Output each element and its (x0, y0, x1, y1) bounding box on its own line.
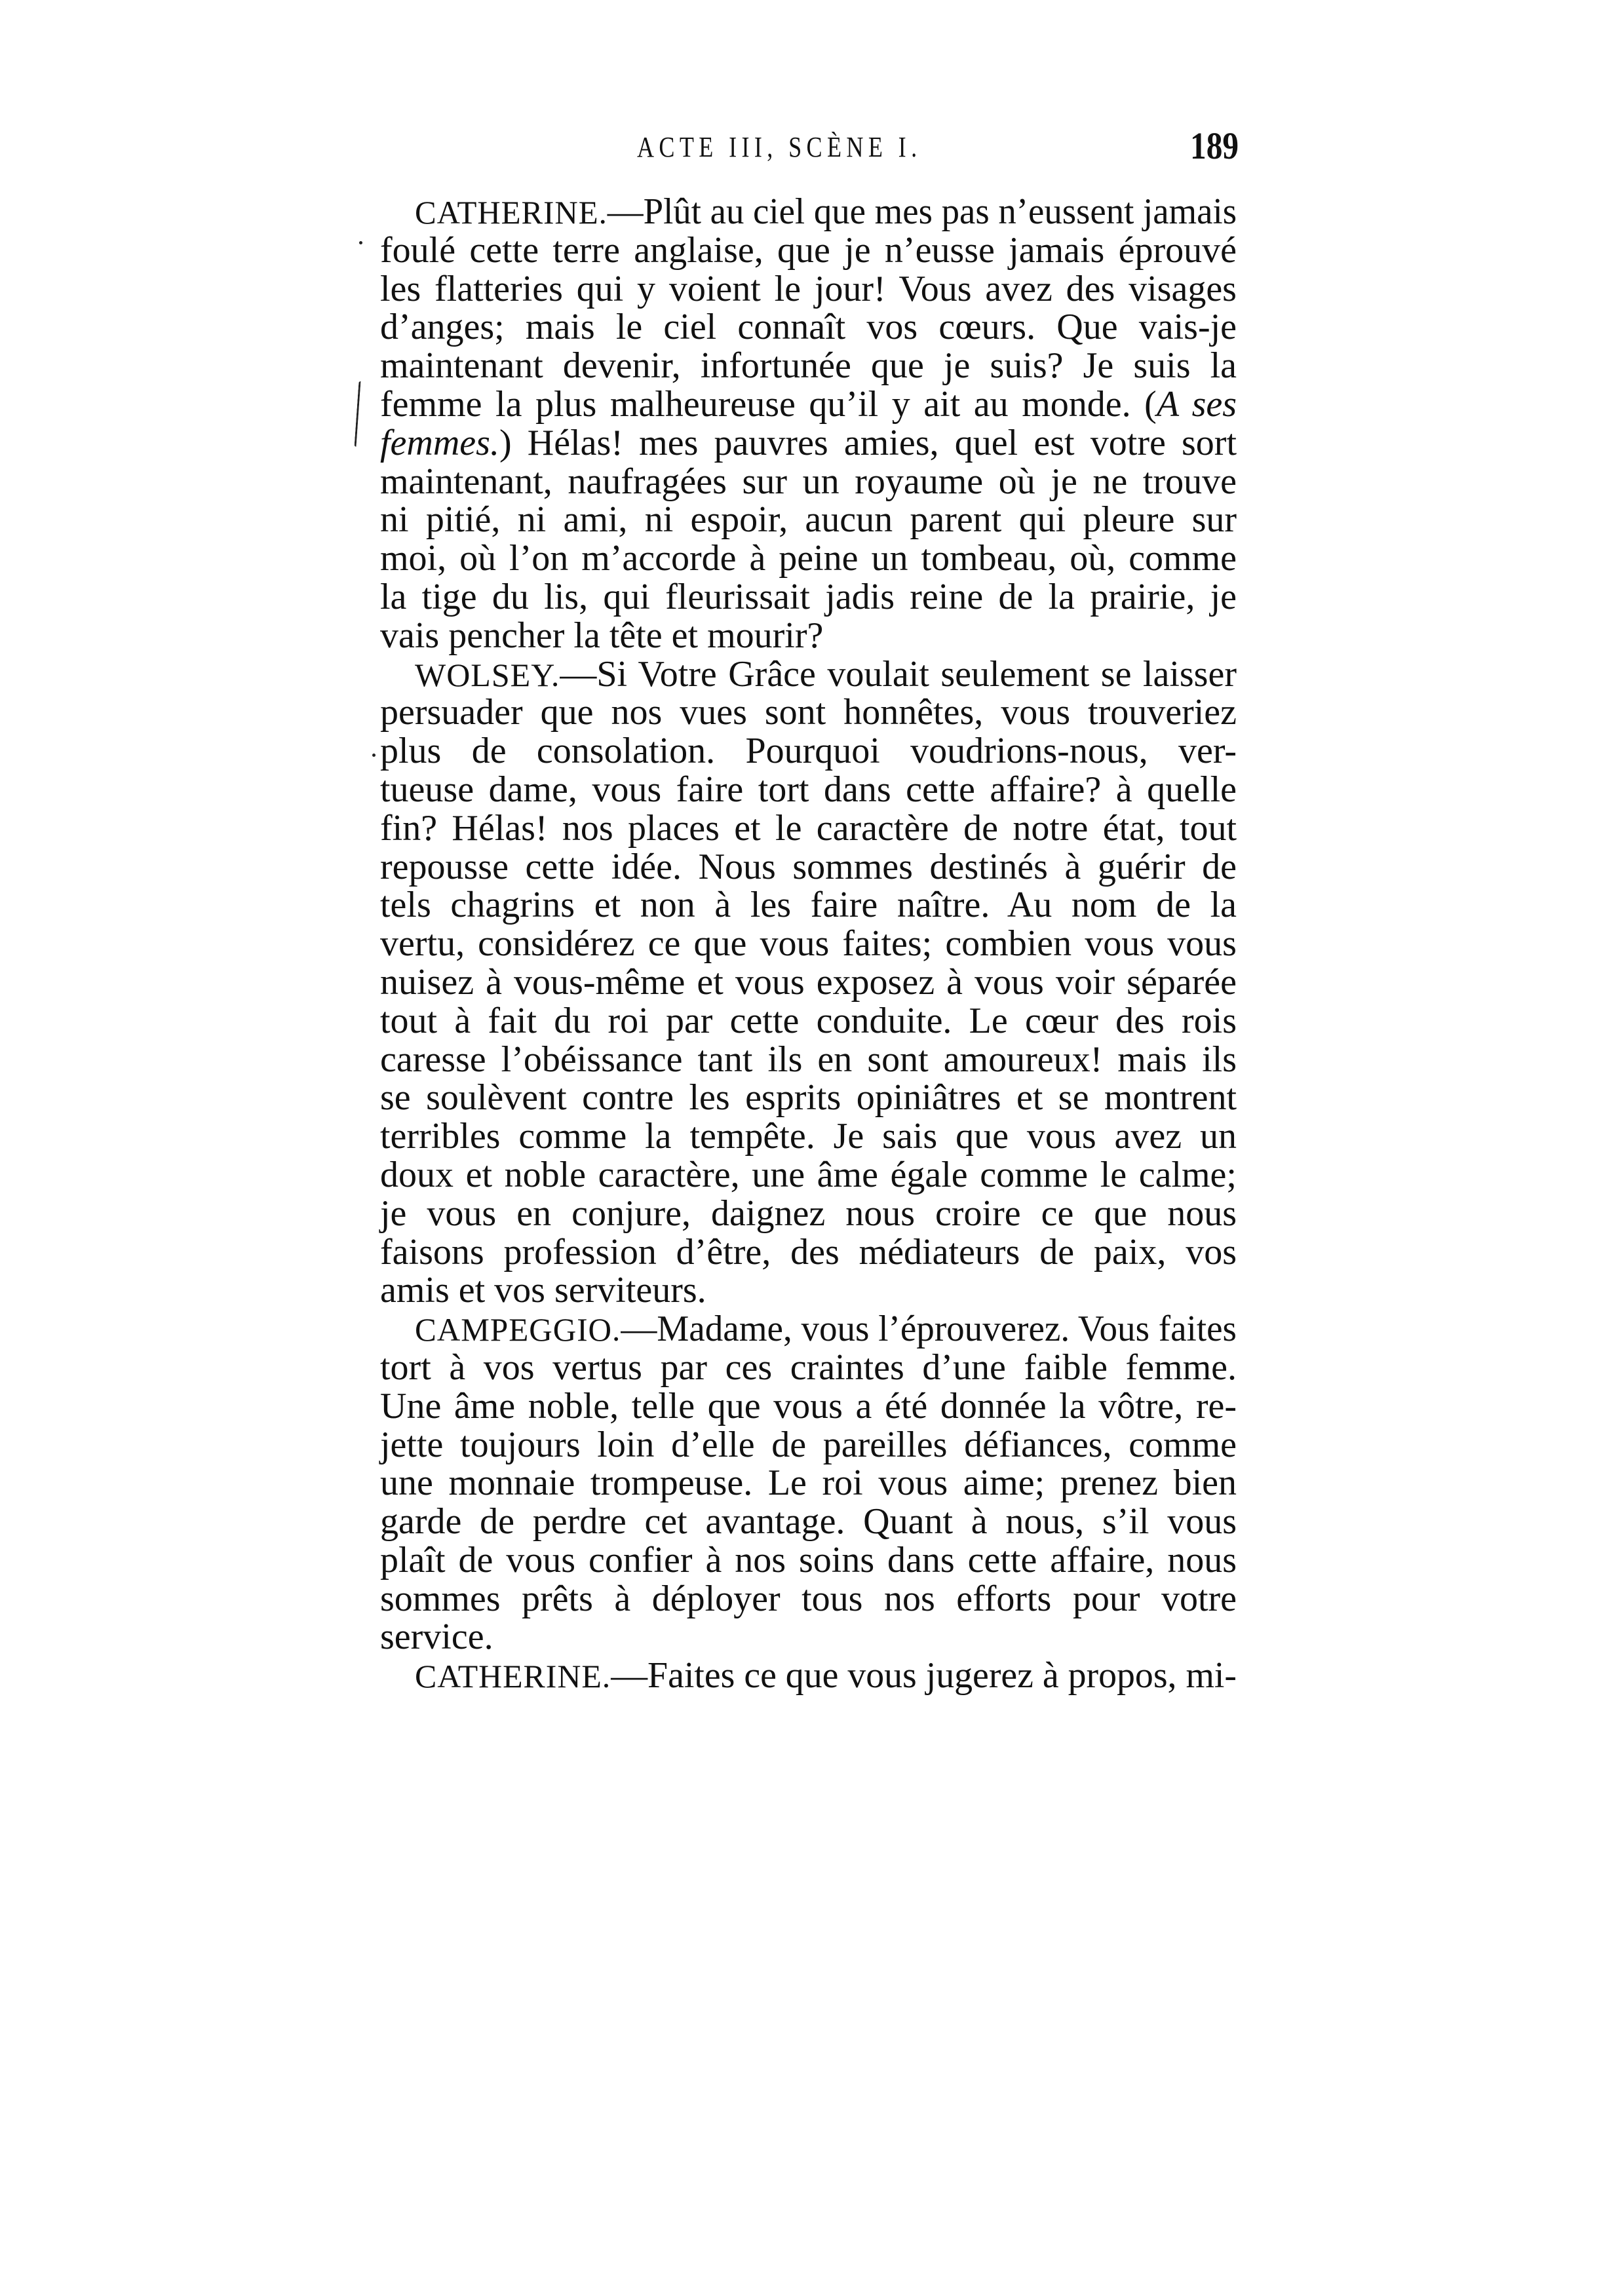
page-number: 189 (1190, 124, 1239, 167)
text-line: maintenant, naufragées sur un royaume où je ne trouve (380, 461, 1237, 502)
text-line: plus de consolation. Pourquoi voudrions-nous, ver- (380, 731, 1237, 772)
speech-catherine-2 (380, 1656, 1237, 1695)
text-line: nuisez à vous-même et vous exposez à vous voir séparée (380, 961, 1237, 1003)
text-line: plaît de vous confier à nos soins dans cette affaire, nous (380, 1539, 1237, 1580)
speaker-name: CATHERINE. (415, 194, 608, 231)
text-line: repousse cette idée. Nous sommes destinés à guérir de (380, 846, 1237, 887)
speech-campeggio (380, 1310, 1237, 1656)
text-line: sommes prêts à déployer tous nos efforts pour votre (380, 1578, 1237, 1619)
text-line: faisons profession d’être, des médiateurs de paix, vos (380, 1231, 1237, 1272)
stray-ink-mark (372, 754, 376, 757)
text-line: femme la plus malheureuse qu’il y ait au monde. (A ses (380, 383, 1237, 425)
body-text (380, 193, 1237, 1695)
text-line: ni pitié, ni ami, ni espoir, aucun parent qui pleure sur (380, 499, 1237, 541)
speech-wolsey (380, 655, 1237, 1311)
text-line: les flatteries qui y voient le jour! Vous avez des visages (380, 268, 1237, 309)
text-line: caresse l’obéissance tant ils en sont amoureux! mais ils (380, 1039, 1237, 1080)
text-line: tort à vos vertus par ces craintes d’une faible femme. (380, 1347, 1237, 1388)
text-line: fin? Hélas! nos places et le caractère de notre état, tout (380, 807, 1237, 849)
text-line: tueuse dame, vous faire tort dans cette affaire? à quelle (380, 769, 1237, 810)
text-line: la tige du lis, qui fleurissait jadis reine de la prairie, je (380, 576, 1237, 617)
text-line: je vous en conjure, daignez nous croire ce que nous (380, 1193, 1237, 1234)
text-line: Une âme noble, telle que vous a été donnée la vôtre, re- (380, 1385, 1237, 1426)
text-line: amis et vos serviteurs. (380, 1270, 706, 1311)
text-line: service. (380, 1617, 493, 1658)
text-line: terribles comme la tempête. Je sais que vous avez un (380, 1116, 1237, 1157)
text-line: jette toujours loin d’elle de pareilles défiances, comme (380, 1424, 1237, 1465)
text-line: tels chagrins et non à les faire naître. Au nom de la (380, 885, 1237, 926)
stray-ink-mark (359, 241, 362, 244)
speech-catherine-1 (380, 193, 1237, 655)
text-line: persuader que nos vues sont honnêtes, vous trouveriez (380, 692, 1237, 733)
running-head: ACTE III, SCÈNE I. (637, 131, 922, 163)
text-line: vais pencher la tête et mourir? (380, 615, 824, 656)
text-line: femmes.) Hélas! mes pauvres amies, quel est votre sort (380, 422, 1237, 463)
text-line: garde de perdre cet avantage. Quant à nous, s’il vous (380, 1501, 1237, 1542)
speaker-name: WOLSEY. (415, 656, 560, 693)
text-line: moi, où l’on m’accorde à peine un tombeau, où, comme (380, 538, 1237, 579)
stage-direction: A ses (1156, 383, 1237, 425)
speaker-name: CAMPEGGIO. (415, 1311, 621, 1349)
text-line: doux et noble caractère, une âme égale comme le calme; (380, 1154, 1237, 1195)
text-line: une monnaie trompeuse. Le roi vous aime; prenez bien (380, 1463, 1237, 1504)
text-line: CAMPEGGIO.—Madame, vous l’éprouverez. Vous faites (415, 1309, 1237, 1350)
text-line: tout à fait du roi par cette conduite. Le cœur des rois (380, 1000, 1237, 1041)
text-line: maintenant devenir, infortunée que je suis? Je suis la (380, 345, 1237, 387)
stage-direction: femmes. (380, 422, 499, 463)
margin-pencil-mark (355, 381, 365, 447)
text-line: CATHERINE.—Plût au ciel que mes pas n’eussent jamais (415, 191, 1237, 232)
text-line: WOLSEY.—Si Votre Grâce voulait seulement se laisser (415, 653, 1237, 695)
text-line: d’anges; mais le ciel connaît vos cœurs. Que vais-je (380, 307, 1237, 348)
text-line: foulé cette terre anglaise, que je n’eusse jamais éprouvé (380, 229, 1237, 271)
text-line: vertu, considérez ce que vous faites; combien vous vous (380, 923, 1237, 965)
text-line: se soulèvent contre les esprits opiniâtres et se montrent (380, 1077, 1237, 1119)
speaker-name: CATHERINE. (415, 1658, 611, 1695)
text-line: CATHERINE.—Faites ce que vous jugerez à propos, mi- (415, 1655, 1237, 1696)
